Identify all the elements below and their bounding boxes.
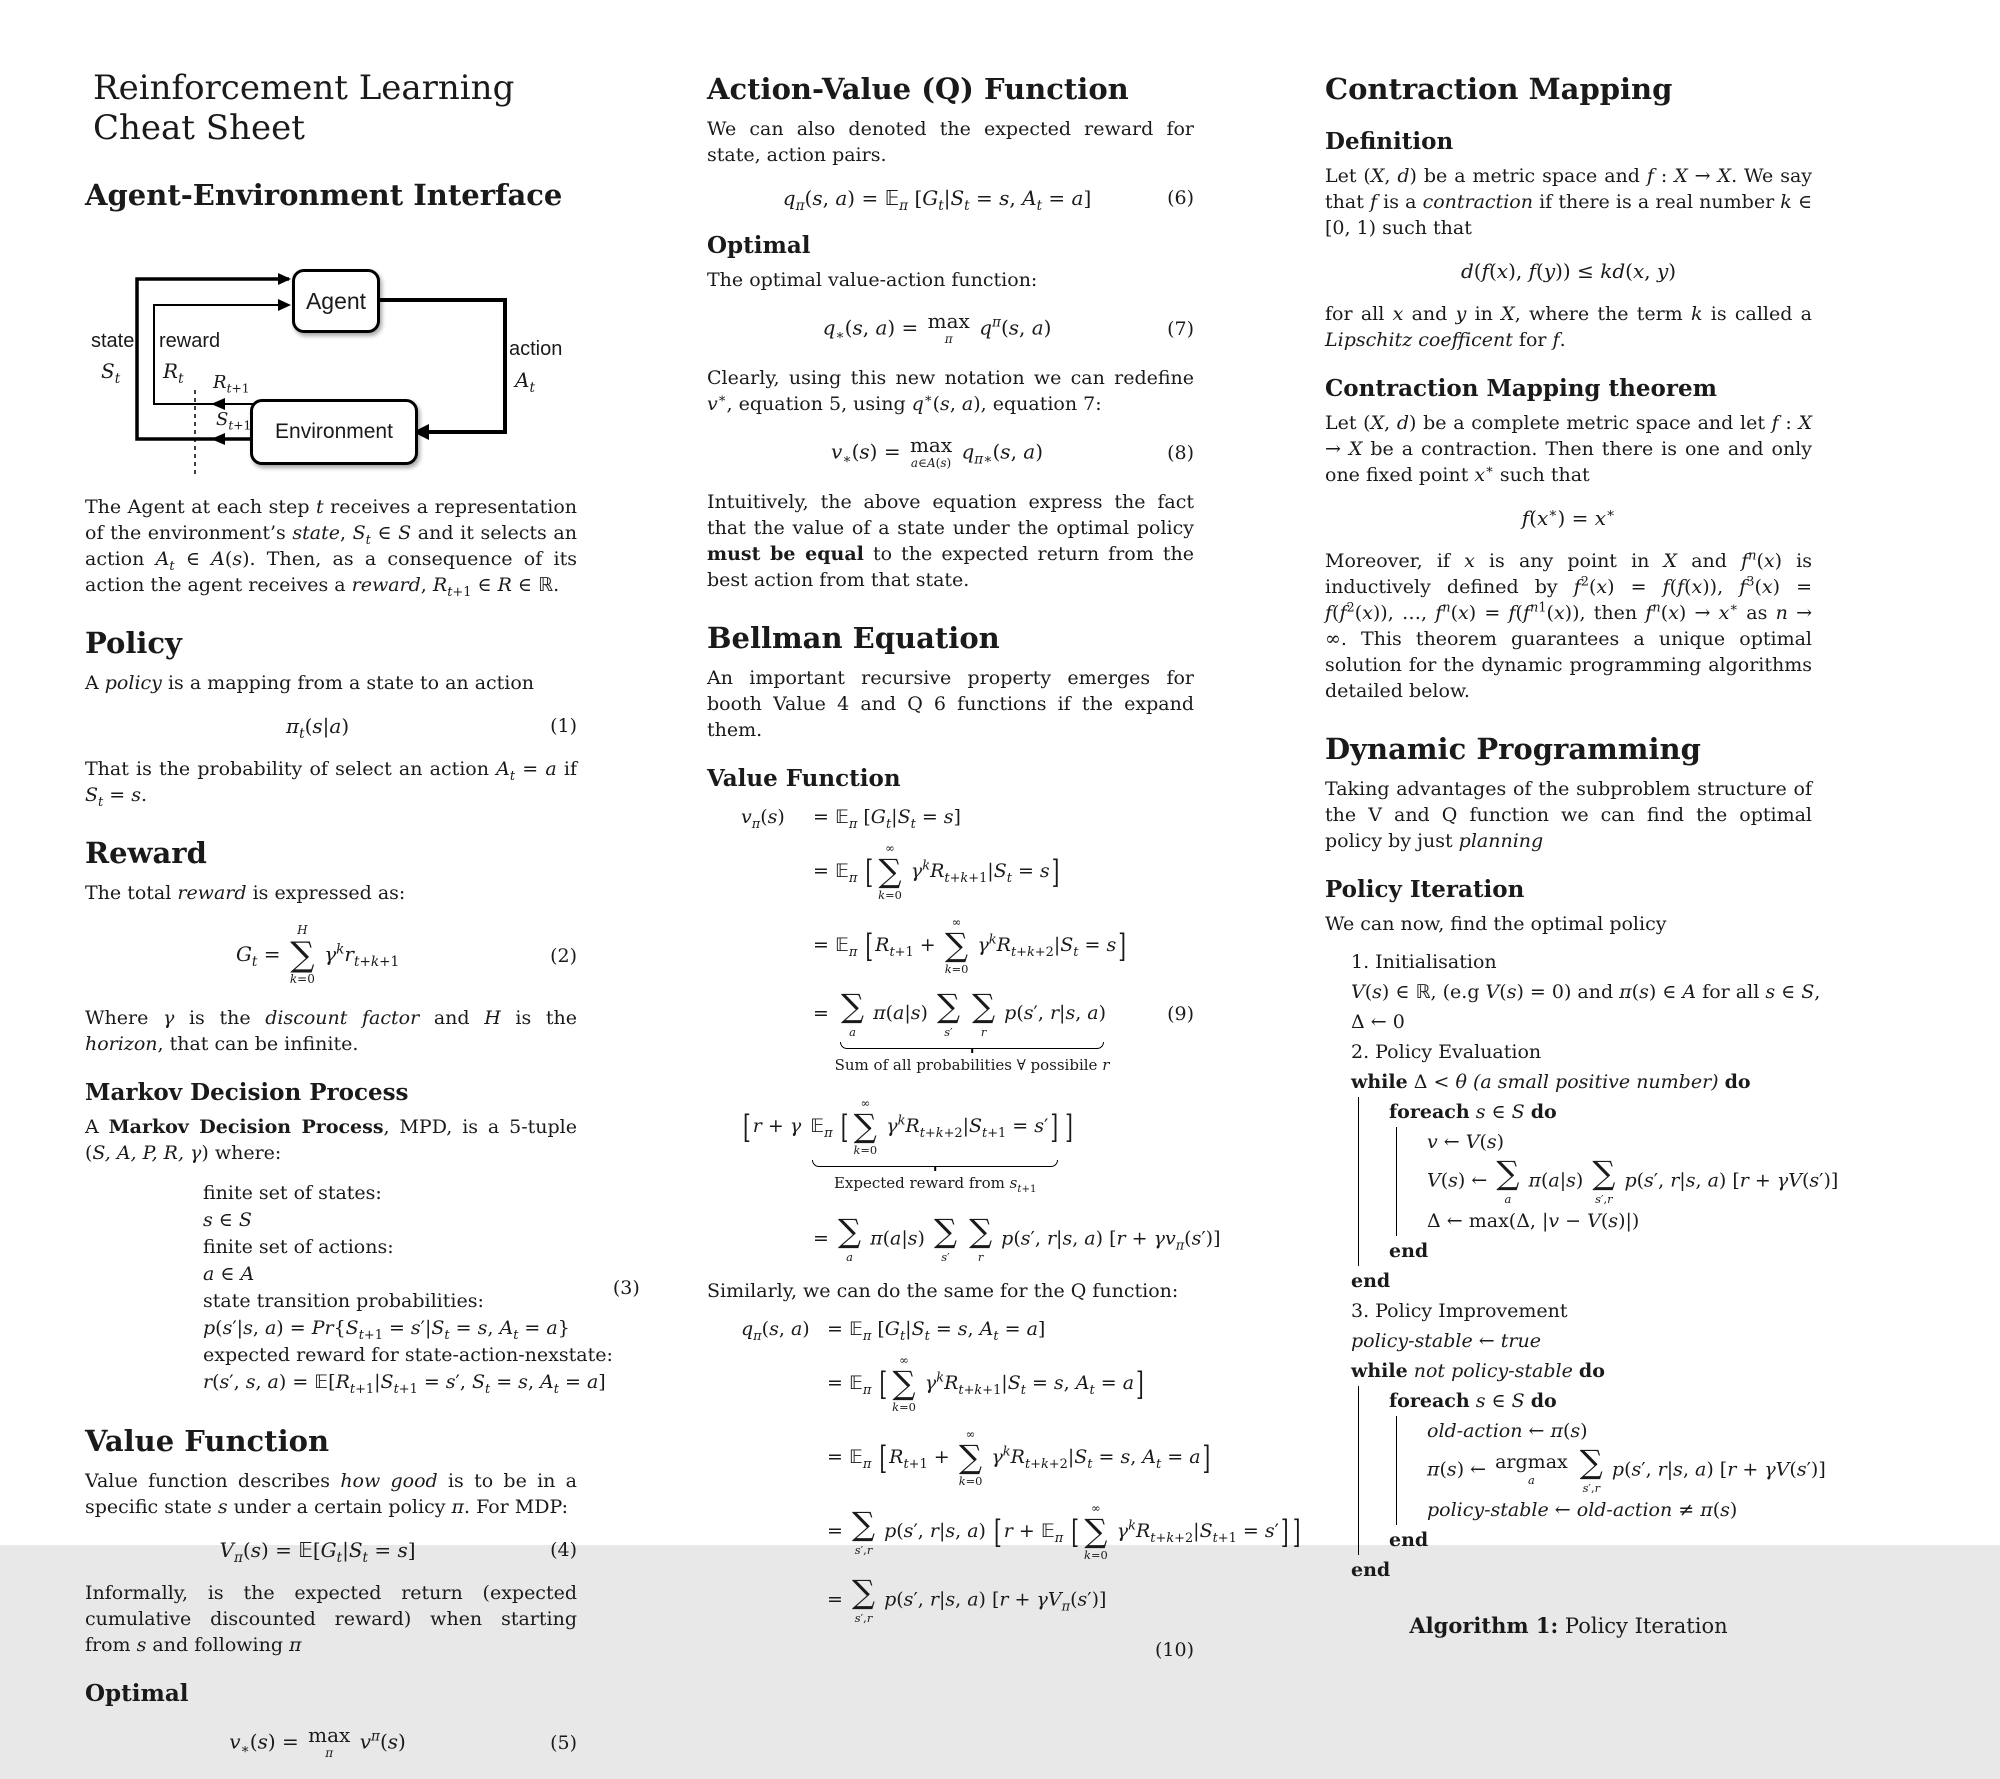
equation-5 [85,1725,577,1761]
algorithm-line: 1. Initialisation [1351,951,1497,973]
algorithm-caption [1325,1613,1812,1638]
derivation-step: [ r + γ 𝔼$_\pi$ [ ∞ ∑ k=0 $\gamma^kR_{t+k+2}|S_{t+1} = s'$ ] Expected reward from $s_{t+1}$ ] [743,1095,1073,1195]
equation-6 [707,186,1194,214]
next-state-arrowhead-icon [211,433,225,445]
equation-7-number: (7) [1167,317,1194,340]
action-label: action [509,338,563,360]
foreach-block [1396,1127,1839,1236]
contraction-inequality-body: d(f(x), f(y)) ≤ kd(x, y) [1460,259,1677,283]
section-policy-iteration: Policy Iteration [1325,876,1525,903]
derivation-step: = ∑ a π(a|s) ∑ s′ ∑ r p(s′, r|s, a) Sum of all probabilities ∀ possibile r [813,986,1110,1074]
derivation-row [741,1318,1194,1344]
while-block [1358,1097,1839,1266]
section-contraction-mapping: Contraction Mapping [1325,72,1673,106]
derivation-step: = 𝔼$_\pi$ [ $R_{t+1}$ + ∞ ∑ k=0 $\gamma^kR_{t+k+2}|S_t = s$ ] [813,914,1126,976]
page-title: Reinforcement Learning Cheat Sheet [93,68,515,148]
equation-7-body: $q_∗(s$, a) = max π $q^\pi(s$, a) [822,309,1052,346]
algorithm-line: Δ ← max(Δ, |v − V(s)|) [1427,1210,1640,1233]
algorithm-line: V(s) ← ∑ a π(a|s) ∑ s′,r p(s′, r|s, a) [r + γV(s′)] [1427,1154,1839,1206]
definition-paragraph-1: Let (X, d) be a metric space and f : X → X. We say that f is a contraction if there is a real number k ∈ [0, 1) such that [1325,165,1813,239]
derivation-step: = ∑ s′,r p(s′, r|s, a) $[r + \gamma V_\pi(s')]$ [827,1573,1107,1626]
dynamic-programming-paragraph: Taking advantages of the subproblem structure of the V and Q function we can find the optimal policy by just planning [1325,778,1812,852]
mdp-paragraph: A Markov Decision Process, MPD, is a 5-tuple (S, A, P, R, γ) where: [85,1116,577,1165]
derivation-row [741,916,1194,976]
equation-3 [85,1180,640,1398]
derivation-lhs: $q_\pi(s$, a) [741,1318,810,1344]
algorithm-line: end [1389,1240,1429,1263]
derivation-row [741,1501,1301,1563]
derivation-row [741,842,1194,902]
section-contraction-mapping-theorem: Contraction Mapping theorem [1325,375,1717,402]
definition-paragraph-2: for all x and y in X, where the term k is called a Lipschitz coefficent for f. [1325,303,1812,351]
theorem-paragraph-2: Moreover, if x is any point in X and $f^n(x)$ is inductively defined by $f^2(x) = f(f(x))$, $f^3(x) = f(f^2(x))$, …, $f^n(x) = f(f^{n1}(x))$, then $f^n(x) \to x^∗$ as n → ∞. This theorem guarantees a unique optimal solution for the dynamic programming algorithms detailed below. [1325,548,1813,702]
reward-arrowhead-into-agent-icon [278,299,291,311]
bellman-paragraph: An important recursive property emerges for booth Value 4 and Q 6 functions if the expand them. [707,666,1194,741]
section-action-value-q-function: Action-Value (Q) Function [707,72,1129,106]
equation-7 [707,311,1194,347]
algorithm-line: π(s) ← argmax a ∑ s′,r p(s′, r|s, a) [r + γV(s′)] [1427,1443,1826,1495]
algorithm-line: end [1389,1529,1429,1552]
derivation-step: = 𝔼$_\pi$ [ ∞ ∑ k=0 $\gamma^kR_{t+k+1}|S_t = s$ ] [813,840,1060,902]
contraction-inequality-equation [1325,259,1812,283]
equation-8-body: $v_∗(s)$ = max a∈A(s) $q_{\pi∗}(s$, a) [831,432,1044,470]
section-reward: Reward [85,836,207,870]
equation-10-number: (10) [1154,1639,1194,1662]
agent-environment-diagram [85,222,563,480]
derivation-row [741,1573,1194,1626]
algorithm-line: V(s) ∈ ℝ, (e.g V(s) = 0) and π(s) ∈ A for all s ∈ S, [1351,981,1821,1003]
mdp-line: p(s′|s, $a) = Pr\{S_{t+1} = s'|S_t = s$, $A_t = a$} [203,1317,570,1344]
section-value-function: Value Function [85,1424,330,1459]
mdp-definition-list [85,1180,613,1396]
policy-iteration-algorithm [1325,947,1839,1585]
while-block [1358,1386,1826,1555]
optimal-q-paragraph-2: Clearly, using this new notation we can redefine v∗, equation 5, using q∗(s, a), equation 7: [707,366,1194,415]
derivation-row [741,1211,1221,1264]
derivation-row [741,1354,1194,1414]
algorithm-caption-text: Policy Iteration [1558,1614,1728,1639]
algorithm-line: policy-stable ← old-action ≠ π(s) [1427,1499,1738,1522]
equation-6-number: (6) [1167,187,1194,209]
state-symbol: $S_t$ [101,359,121,387]
algorithm-caption-label: Algorithm 1: [1409,1613,1559,1639]
reward-paragraph-2: Where γ is the discount factor and H is the horizon, that can be infinite. [85,1007,577,1056]
policy-iteration-paragraph: We can now, find the optimal policy [1325,913,1667,935]
derivation-row [741,1427,1211,1489]
equation-4-body: $V_\pi(s)$ = $𝔼[G_t|S_t = s]$ [219,1538,416,1567]
mdp-line: r(s′, s, $a) = 𝔼[R_{t+1}|S_{t+1} = s'$, $S_t = s$, $A_t = a$] [203,1371,606,1398]
derivation-step: = 𝔼$_\pi$ $[G_t|S_t = s]$ [813,805,961,832]
equation-5-number: (5) [550,1732,577,1755]
mdp-line: finite set of states: [203,1182,382,1205]
algorithm-line: end [1351,1559,1391,1582]
equation-8 [707,432,1194,471]
equation-2-body: $G_t$ = H ∑ k=0 $\gamma^kr_{t+k+1}$ [235,923,400,987]
algorithm-line: end [1351,1270,1391,1293]
algorithm-line: policy-stable ← true [1351,1330,1541,1353]
derivation-row [741,805,1194,832]
derivation-step: = ∑ s′,r p(s′, r|s, a) [ r + 𝔼$_\pi$ [ ∞ ∑ k=0 $\gamma^kR_{t+k+2}|S_{t+1} = s'$ ] ] [827,1501,1301,1563]
equation-1-body: $\pi_t(s|a)$ [285,714,350,742]
section-definition: Definition [1325,128,1454,155]
equation-5-body: $v_∗(s)$ = max π $v^\pi(s)$ [229,1723,406,1761]
fixed-point-equation-body: f(x∗) = x∗ [1521,505,1616,530]
value-function-derivation [707,805,1221,1264]
q-derivation-intro-paragraph: Similarly, we can do the same for the Q function: [707,1280,1179,1302]
section-dynamic-programming: Dynamic Programming [1325,732,1701,766]
agent-environment-paragraph: The Agent at each step t receives a representation of the environment’s state, $S_t$ ∈ S and it selects an action $A_t$ ∈ A(s). Then, as a consequence of its action the agent receives a reward, $R_{t+1}$ ∈ R ∈ ℝ. [85,496,577,600]
algorithm-line: old-action ← π(s) [1427,1420,1588,1443]
algorithm-line: 3. Policy Improvement [1351,1300,1568,1323]
equation-4 [85,1538,577,1567]
action-symbol: $A_t$ [515,368,535,396]
equation-4-number: (4) [550,1539,577,1562]
fixed-point-equation [1325,506,1812,530]
section-optimal-value: Optimal [85,1680,189,1708]
foreach-block [1396,1416,1826,1525]
environment-box: Environment [250,399,418,465]
equation-2-number: (2) [550,944,577,967]
equation-3-number: (3) [612,1277,640,1300]
mdp-line: expected reward for state-action-nexstate: [203,1344,613,1367]
reward-label: reward [159,330,221,352]
optimal-q-paragraph-3: Intuitively, the above equation express the fact that the value of a state under the optimal policy must be equal to the expected return from the best action from that state. [707,490,1194,591]
mdp-line: finite set of actions: [203,1236,394,1259]
value-function-paragraph-2: Informally, is the expected return (expected cumulative discounted reward) when starting from s and following π [85,1582,577,1657]
derivation-step: = 𝔼$_\pi$ [ ∞ ∑ k=0 $\gamma^kR_{t+k+1}|S_t = s$, $A_t = a$ ] [827,1353,1144,1415]
section-optimal-q: Optimal [707,232,811,259]
section-markov-decision-process: Markov Decision Process [85,1079,409,1107]
policy-paragraph-2: That is the probability of select an action $A_t = a$ if $S_t = s$. [85,758,577,810]
mdp-line: state transition probabilities: [203,1290,484,1313]
right-column [1325,58,1839,1639]
next-reward-symbol: $R_{t+1}$ [213,372,250,396]
algorithm-line: foreach s ∈ S do [1389,1390,1557,1413]
left-column [85,58,640,1779]
equation-2 [85,924,577,987]
state-label: state [91,330,135,352]
algorithm-line: v ← V(s) [1427,1131,1505,1153]
derivation-step: = 𝔼$_\pi$ [ $R_{t+1}$ + ∞ ∑ k=0 $\gamma^kR_{t+k+2}|S_t = s$, $A_t = a$ ] [827,1427,1211,1489]
middle-column [707,58,1301,1671]
section-bellman-value-function: Value Function [707,764,901,792]
section-agent-environment-interface: Agent-Environment Interface [85,178,563,212]
state-arrowhead-into-agent-icon [278,273,291,285]
algorithm-line: while not policy-stable do [1351,1360,1605,1383]
q-function-paragraph: We can also denoted the expected reward for state, action pairs. [707,118,1194,166]
section-bellman-equation: Bellman Equation [707,620,1000,655]
derivation-step: = 𝔼$_\pi$ [$G_t|S_t = s$, $A_t = a$] [827,1318,1046,1344]
reward-symbol: $R_t$ [163,359,184,387]
equation-9-number: (9) [1167,1003,1194,1026]
algorithm-line: Δ ← 0 [1351,1011,1405,1033]
policy-paragraph-1: A policy is a mapping from a state to an action [85,672,535,694]
equation-8-number: (8) [1167,441,1194,464]
value-function-paragraph-1: Value function describes how good is to be in a specific state s under a certain policy π. For MDP: [85,1470,577,1519]
section-policy: Policy [85,626,182,660]
equation-1 [85,714,577,742]
mdp-line: a ∈ A [203,1263,255,1286]
algorithm-line: 2. Policy Evaluation [1351,1041,1542,1063]
agent-box: Agent [292,269,380,333]
derivation-step: = ∑ a π(a|s) ∑ s′ ∑ r p(s′, r|s, a) $[r + \gamma v_\pi(s')]$ [813,1211,1221,1264]
derivation-row [741,986,1194,1074]
next-state-symbol: $S_{t+1}$ [216,409,252,433]
equation-6-body: $q_\pi(s$, a) = 𝔼$_\pi$ [$G_t|S_t = s$, $A_t = a$] [782,186,1092,214]
q-function-derivation [707,1318,1301,1662]
mdp-line: s ∈ S [203,1209,252,1232]
theorem-paragraph-1: Let (X, d) be a complete metric space and let f : X → X be a contraction. Then there is one and only one fixed point x∗ such that [1325,412,1813,486]
equation-1-number: (1) [550,715,577,737]
reward-paragraph-1: The total reward is expressed as: [85,882,406,904]
algorithm-line: foreach s ∈ S do [1389,1101,1557,1123]
derivation-lhs: $v_\pi(s)$ [741,805,785,832]
optimal-q-paragraph-1: The optimal value-action function: [707,269,1038,291]
derivation-row [741,1095,1194,1195]
algorithm-line: while Δ < θ (a small positive number) do [1351,1071,1751,1093]
